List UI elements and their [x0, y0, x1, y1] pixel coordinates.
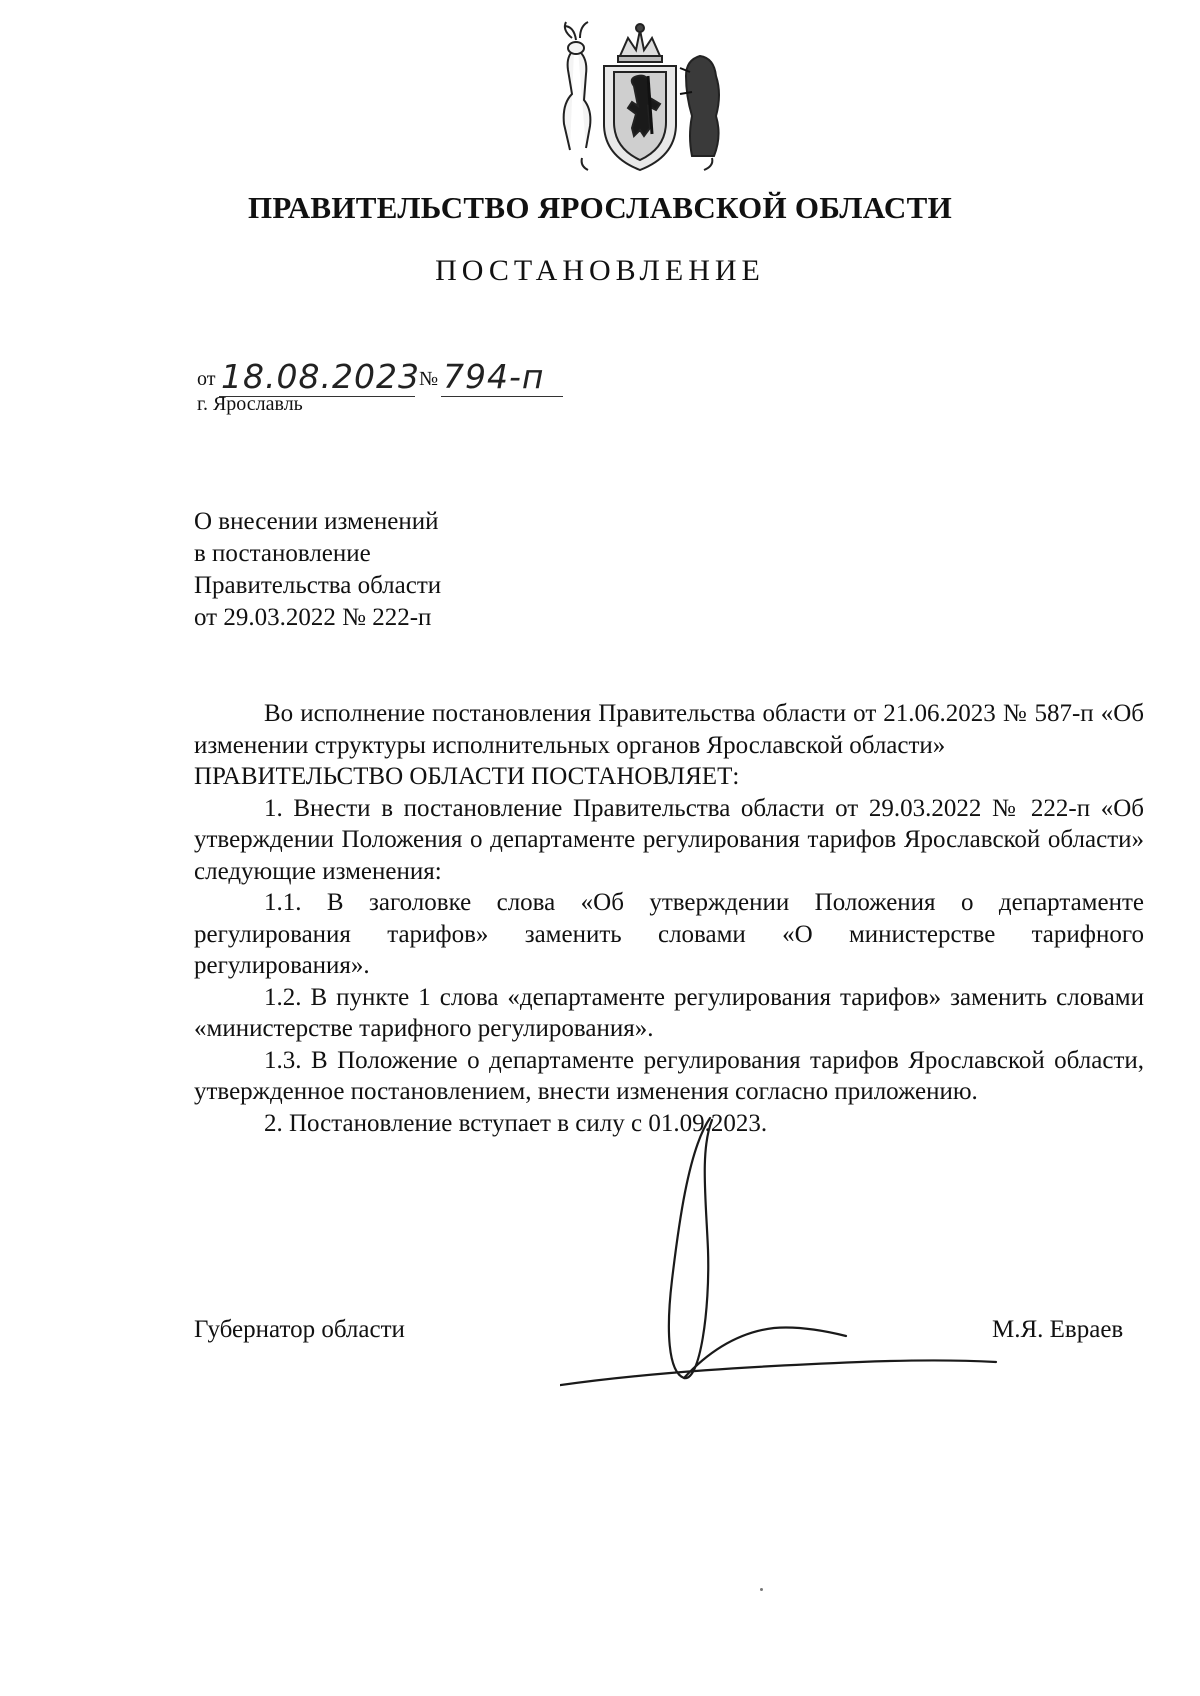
signatory-name: М.Я. Евраев: [992, 1316, 1124, 1343]
clause-1-2: 1.2. В пункте 1 слова «департаменте регулирования тарифов» заменить словами «министерстве тарифного регулирования».: [194, 983, 1144, 1042]
preamble-paragraph: Во исполнение постановления Правительства области от 21.06.2023 № 587-п «Об изменении структуры исполнительных органов Ярославской области»: [194, 700, 1144, 759]
signatory-title: Губернатор области: [194, 1316, 405, 1343]
subject-line: Правительства области: [194, 572, 442, 599]
clause-2: 2. Постановление вступает в силу с 01.09.2023.: [264, 1109, 768, 1137]
number-label: №: [419, 368, 439, 390]
coat-of-arms-icon: [528, 16, 752, 176]
subject-line: в постановление: [194, 540, 371, 567]
clause-1: 1. Внести в постановление Правительства области от 29.03.2022 № 222-п «Об утверждении Положения о департаменте регулирования тарифов Ярославской области» следующие изменения:: [194, 794, 1144, 885]
from-label: от: [197, 368, 216, 390]
issuing-authority: ПРАВИТЕЛЬСТВО ЯРОСЛАВСКОЙ ОБЛАСТИ: [248, 190, 952, 225]
city-line: г. Ярославль: [197, 393, 303, 415]
subject-line: О внесении изменений: [194, 508, 439, 535]
handwritten-date: 18.08.2023: [221, 357, 420, 396]
subject-line: от 29.03.2022 № 222-п: [194, 604, 432, 631]
handwritten-number: 794-п: [441, 358, 563, 397]
clause-1-3: 1.3. В Положение о департаменте регулирования тарифов Ярославской области, утвержденное постановлением, внести изменения согласно приложению.: [194, 1046, 1144, 1105]
resolves-heading: ПРАВИТЕЛЬСТВО ОБЛАСТИ ПОСТАНОВЛЯЕТ:: [194, 763, 740, 790]
handwritten-signature: [560, 1110, 1000, 1420]
document-body: [194, 698, 1144, 1139]
document-type: ПОСТАНОВЛЕНИЕ: [435, 254, 765, 287]
clause-1-1: 1.1. В заголовке слова «Об утверждении Положения о департаменте регулирования тарифов» заменить словами «О министерстве тарифного регулирования».: [194, 889, 1144, 979]
scan-artifact: [760, 1588, 763, 1591]
document-subject: [194, 506, 441, 634]
